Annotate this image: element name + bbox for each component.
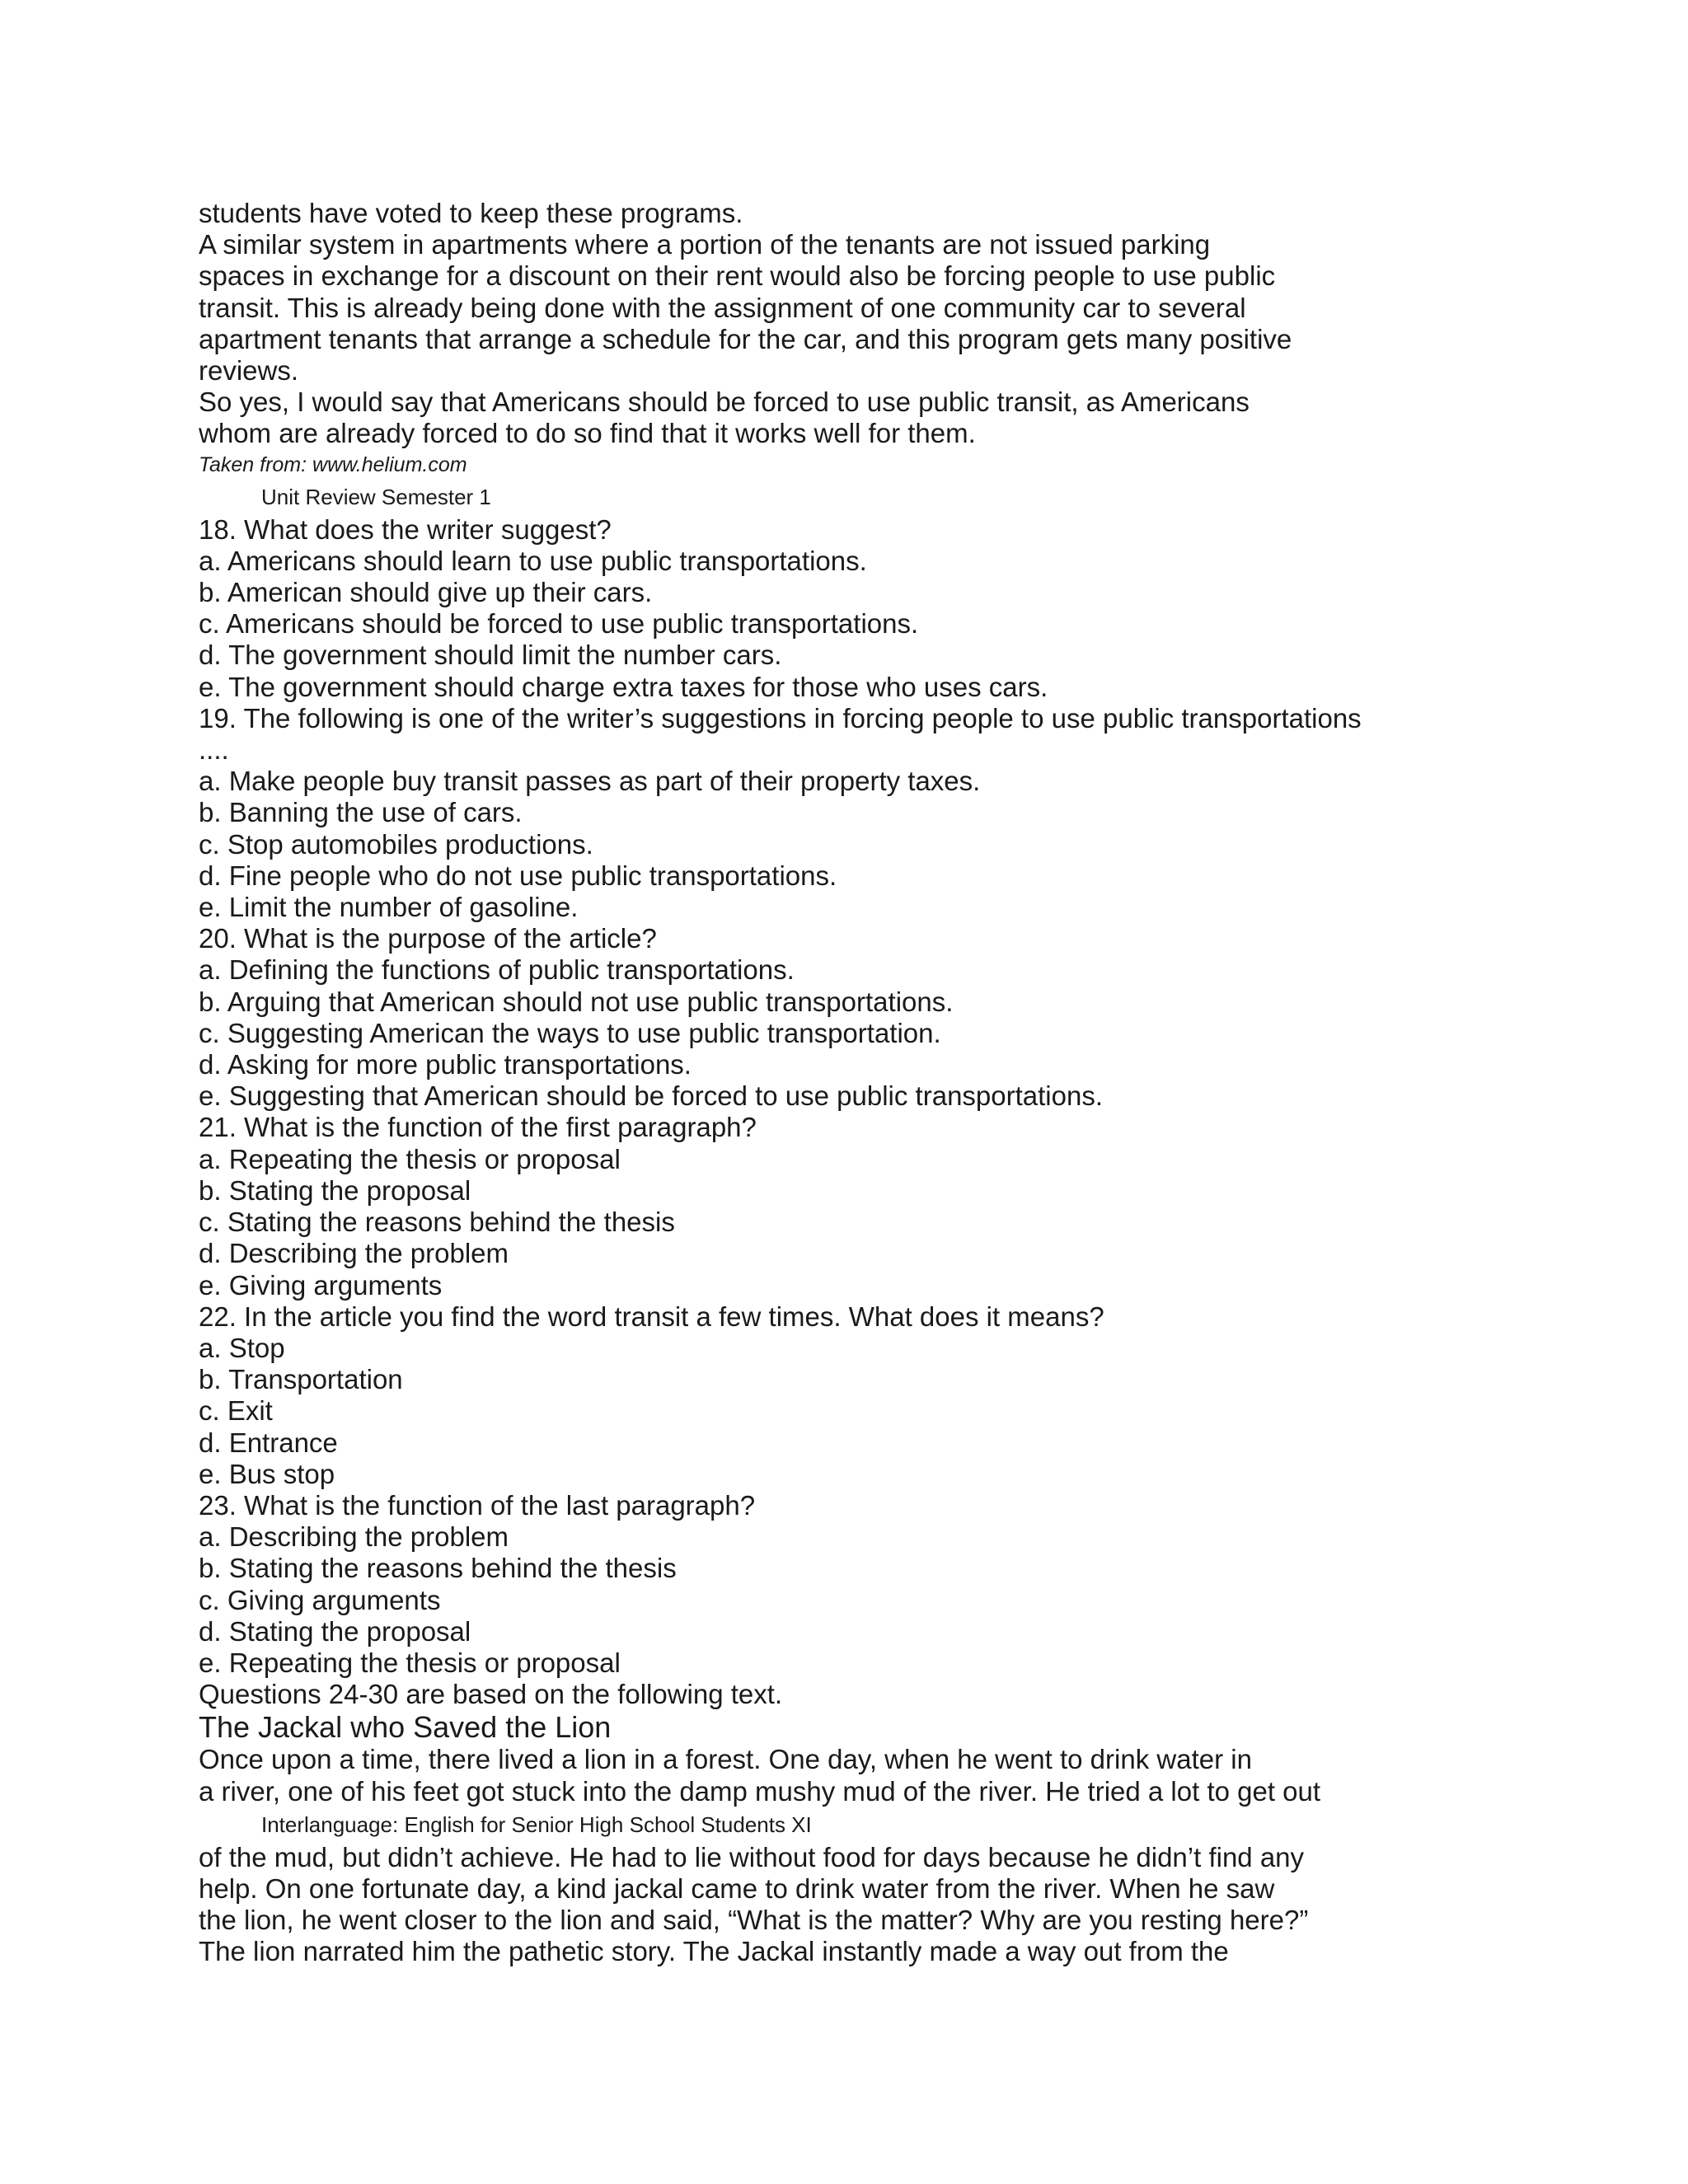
option-line: b. Transportation <box>199 1364 403 1395</box>
option-line: e. Suggesting that American should be forced to use public transportations. <box>199 1080 1104 1112</box>
question-line: 23. What is the function of the last paragraph? <box>199 1489 756 1521</box>
option-line: a. Describing the problem <box>199 1521 509 1553</box>
option-line: a. Americans should learn to use public transportations. <box>199 545 867 576</box>
text-line: A similar system in apartments where a portion of the tenants are not issued parking <box>199 229 1211 260</box>
option-line: c. Stop automobiles productions. <box>199 828 593 860</box>
text-line: whom are already forced to do so find that it works well for them. <box>199 418 976 449</box>
option-line: b. Stating the proposal <box>199 1174 471 1206</box>
question-line: 21. What is the function of the first paragraph? <box>199 1112 757 1143</box>
text-line: reviews. <box>199 355 299 387</box>
option-line: b. American should give up their cars. <box>199 577 653 608</box>
document-page <box>199 198 1625 1968</box>
option-line: d. Fine people who do not use public transportations. <box>199 860 837 891</box>
option-line: c. Suggesting American the ways to use public transportation. <box>199 1017 941 1048</box>
option-line: e. The government should charge extra taxes for those who uses cars. <box>199 671 1048 702</box>
question-line: 19. The following is one of the writer’s suggestions in forcing people to use public transportations <box>199 702 1362 733</box>
text-line: a river, one of his feet got stuck into the damp mushy mud of the river. He tried a lot to get out <box>199 1775 1321 1807</box>
text-line: So yes, I would say that Americans should be forced to use public transit, as Americans <box>199 387 1250 418</box>
text-line: the lion, he went closer to the lion and said, “What is the matter? Why are you resting here?” <box>199 1905 1309 1936</box>
option-line: b. Arguing that American should not use public transportations. <box>199 986 954 1017</box>
story-title: The Jackal who Saved the Lion <box>199 1710 612 1745</box>
intro-paragraph <box>199 198 1625 450</box>
option-line: d. Describing the problem <box>199 1238 509 1269</box>
running-header-bottom: Interlanguage: English for Senior High School Students XI <box>261 1811 812 1837</box>
option-line: c. Giving arguments <box>199 1584 441 1615</box>
option-line: d. Stating the proposal <box>199 1615 471 1647</box>
text-line: apartment tenants that arrange a schedule for the car, and this program gets many positive <box>199 323 1292 354</box>
question-line: 22. In the article you find the word transit a few times. What does it means? <box>199 1301 1104 1332</box>
story-paragraph-part-1 <box>199 1744 1625 1807</box>
question-line: 18. What does the writer suggest? <box>199 513 612 545</box>
option-line: a. Repeating the thesis or proposal <box>199 1143 621 1174</box>
option-line: d. Entrance <box>199 1427 338 1458</box>
story-paragraph-part-2 <box>199 1842 1625 1968</box>
option-line: c. Americans should be forced to use public transportations. <box>199 608 919 640</box>
text-line: help. On one fortunate day, a kind jackal came to drink water from the river. When he saw <box>199 1872 1275 1904</box>
option-line: a. Defining the functions of public transportations. <box>199 954 795 986</box>
option-line: e. Limit the number of gasoline. <box>199 892 579 923</box>
text-line: spaces in exchange for a discount on their rent would also be forcing people to use public <box>199 260 1276 292</box>
option-line: c. Stating the reasons behind the thesis <box>199 1207 675 1238</box>
questions-section <box>199 514 1625 1711</box>
text-line: students have voted to keep these programs. <box>199 198 743 228</box>
option-line: b. Banning the use of cars. <box>199 797 523 828</box>
option-line: e. Bus stop <box>199 1458 335 1489</box>
option-line: a. Make people buy transit passes as part of their property taxes. <box>199 766 981 797</box>
text-line: Once upon a time, there lived a lion in a forest. One day, when he went to drink water in <box>199 1744 1252 1775</box>
running-header-top: Unit Review Semester 1 <box>261 484 491 509</box>
text-line: transit. This is already being done with the assignment of one community car to several <box>199 292 1246 323</box>
option-line: c. Exit <box>199 1395 273 1427</box>
source-citation: Taken from: www.helium.com <box>199 452 467 476</box>
question-line: .... <box>199 734 229 766</box>
option-line: e. Giving arguments <box>199 1269 443 1301</box>
option-line: b. Stating the reasons behind the thesis <box>199 1553 677 1584</box>
question-line: 20. What is the purpose of the article? <box>199 923 657 954</box>
option-line: d. Asking for more public transportations. <box>199 1049 692 1080</box>
option-line: d. The government should limit the number cars. <box>199 640 782 671</box>
text-line: The lion narrated him the pathetic story. The Jackal instantly made a way out from the <box>199 1936 1229 1967</box>
option-line: e. Repeating the thesis or proposal <box>199 1647 621 1678</box>
text-line: of the mud, but didn’t achieve. He had to lie without food for days because he didn’t find any <box>199 1841 1305 1872</box>
section-intro-line: Questions 24-30 are based on the following text. <box>199 1679 783 1710</box>
option-line: a. Stop <box>199 1332 285 1363</box>
